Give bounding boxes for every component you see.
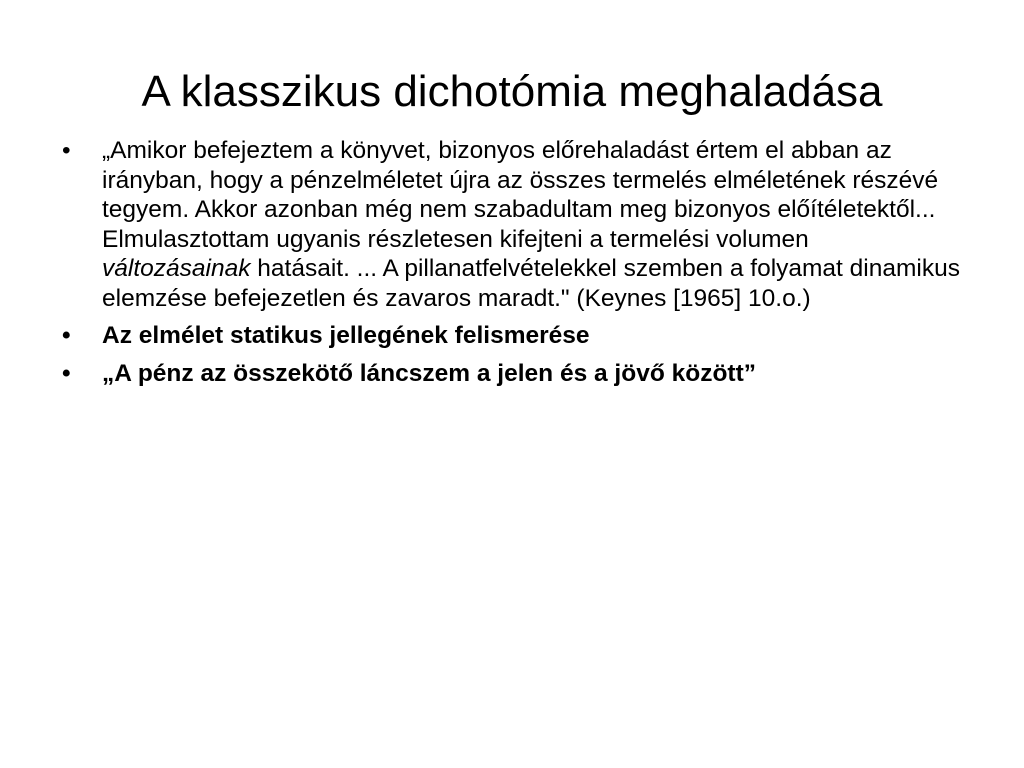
quote-text-part-2: hatásait. ... A pillanatfelvételekkel szemben a folyamat dinamikus elemzése befejezetlen és zavaros maradt." (Keynes [1965] 10.o.) [102, 255, 960, 312]
bullet-point-icon: • [62, 359, 71, 387]
bullet-item-money-link [62, 359, 962, 389]
bullet-item-keynes-quote [62, 136, 962, 313]
keynes-quote-text [102, 137, 960, 312]
bullet-list [62, 136, 962, 396]
bullet-point-icon: • [62, 137, 71, 164]
slide-title: A klasszikus dichotómia meghaladása [141, 67, 883, 116]
bullet-item-static-nature [62, 321, 962, 351]
bullet-text: „A pénz az összekötő láncszem a jelen és a jövő között” [102, 359, 756, 387]
quote-text-italic: változásainak [102, 255, 251, 282]
bullet-point-icon: • [62, 322, 71, 349]
quote-text-part-1: „Amikor befejeztem a könyvet, bizonyos előrehaladást értem el abban az irányban, hogy a pénzelméletet újra az összes termelés elméletének részévé tegyem. Akkor azonban még nem szabadultam meg bizonyos előítéletektől... Elmulasztottam ugyanis részletesen kifejteni a termelési volumen [102, 137, 939, 253]
bullet-text: Az elmélet statikus jellegének felismerése [102, 322, 590, 349]
